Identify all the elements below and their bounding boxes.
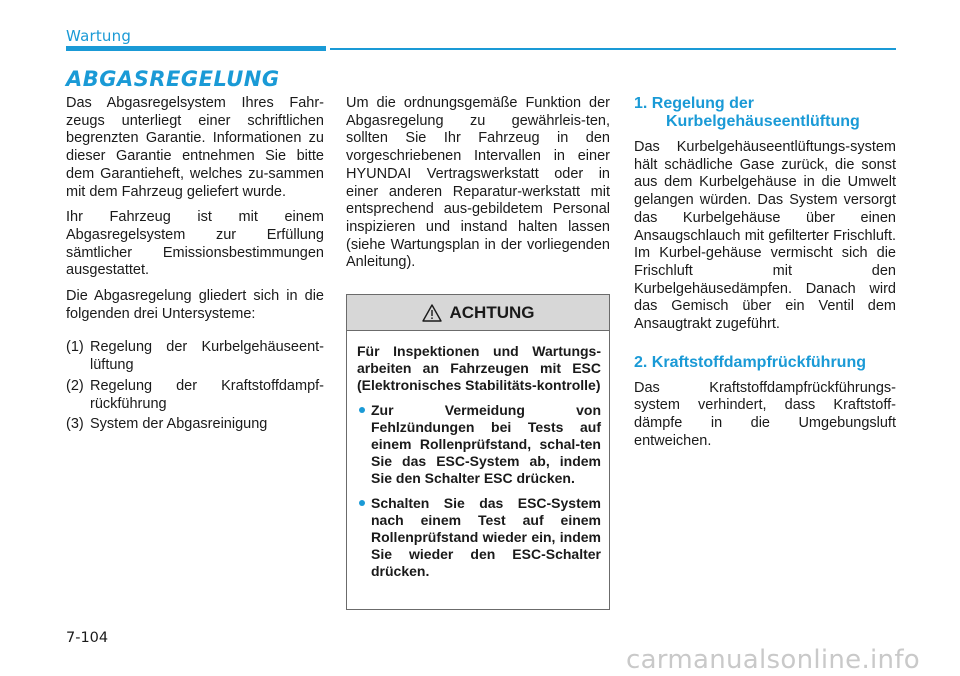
paragraph: Um die ordnungsgemäße Funktion der Abgasregelung zu gewährleis-ten, sollten Sie Ihr Fahrzeug in den vorgeschriebenen Intervallen in einer HYUNDAI Vertragswerkstatt oder in einer anderen Reparatur-werkstatt mit entsprechend aus-gebildetem Personal inspizieren und instand halten lassen (siehe Wartungsplan in der vorliegenden Anleitung). xyxy=(346,95,610,271)
list-item xyxy=(66,378,324,413)
column-1 xyxy=(66,95,324,437)
list-item xyxy=(66,416,324,434)
paragraph: Die Abgasregelung gliedert sich in die folgenden drei Untersysteme: xyxy=(66,288,324,322)
paragraph: Ihr Fahrzeug ist mit einem Abgasregelsystem zur Erfüllung sämtlicher Emissionsbestimmungen ausgestattet. xyxy=(66,209,324,279)
warning-title: ACHTUNG xyxy=(449,302,535,322)
column-2 xyxy=(346,95,610,280)
paragraph: Das Kraftstoffdampfrückführungs-system verhindert, dass Kraftstoff-dämpfe in die Umgebungsluft entweichen. xyxy=(634,379,896,449)
subsystem-list xyxy=(66,339,324,434)
warning-body xyxy=(347,331,609,580)
paragraph: Das Kurbelgehäuseentlüftungs-system hält schädliche Gase zurück, die sonst aus dem Kurbelgehäuse in die Umwelt gelangen würden. Das System versorgt das Kurbelgehäuse über einen Ansaugschlauch mit gefilterter Frischluft. Im Kurbel-gehäuse vermischt sich die Frischluft mit den Kurbelgehäusedämpfen. Danach wird das Gemisch über ein Ventil dem Ansaugtrakt zugeführt. xyxy=(634,139,896,333)
list-text: Regelung der Kurbelgehäuseent-lüftung xyxy=(90,339,324,374)
section-label: Wartung xyxy=(66,27,132,45)
list-number: (1) xyxy=(66,339,84,356)
header-bar-thin xyxy=(330,48,896,50)
warning-triangle-icon xyxy=(422,304,442,322)
warning-bullet: Zur Vermeidung von Fehlzündungen bei Tests auf einem Rollenprüfstand, schal-ten Sie das ESC-System ab, indem Sie den Schalter ESC drücken. xyxy=(357,402,601,487)
warning-intro: Für Inspektionen und Wartungs-arbeiten an Fahrzeugen mit ESC (Elektronisches Stabilitäts-kontrolle) xyxy=(357,343,601,393)
warning-header xyxy=(347,295,609,331)
page-title: ABGASREGELUNG xyxy=(66,67,280,91)
header-bar-thick xyxy=(66,46,326,51)
list-item xyxy=(66,339,324,374)
subheading-crankcase: 1. Regelung der Kurbelgehäuseentlüftung xyxy=(634,95,860,130)
list-text: System der Abgasreinigung xyxy=(90,416,268,433)
warning-bullet: Schalten Sie das ESC-System nach einem Test auf einem Rollenprüfstand wieder ein, indem Sie wieder den ESC-Schalter drücken. xyxy=(357,495,601,580)
list-text: Regelung der Kraftstoffdampf-rückführung xyxy=(90,377,324,412)
watermark: carmanualsonline.info xyxy=(625,645,920,675)
list-number: (2) xyxy=(66,377,84,394)
warning-box xyxy=(346,294,610,610)
subheading-fuel-vapor: 2. Kraftstoffdampfrückführung xyxy=(634,353,866,371)
warning-bullets xyxy=(357,402,601,580)
list-number: (3) xyxy=(66,416,84,433)
paragraph: Das Abgasregelsystem Ihres Fahr-zeugs unterliegt einer schriftlichen begrenzten Garantie. Informationen zu dieser Garantie entnehmen Sie bitte dem Garantieheft, welches zu-sammen mit dem Fahrzeug geliefert wurde. xyxy=(66,95,324,200)
page-number: 7-104 xyxy=(66,630,109,646)
column-3 xyxy=(634,95,896,459)
